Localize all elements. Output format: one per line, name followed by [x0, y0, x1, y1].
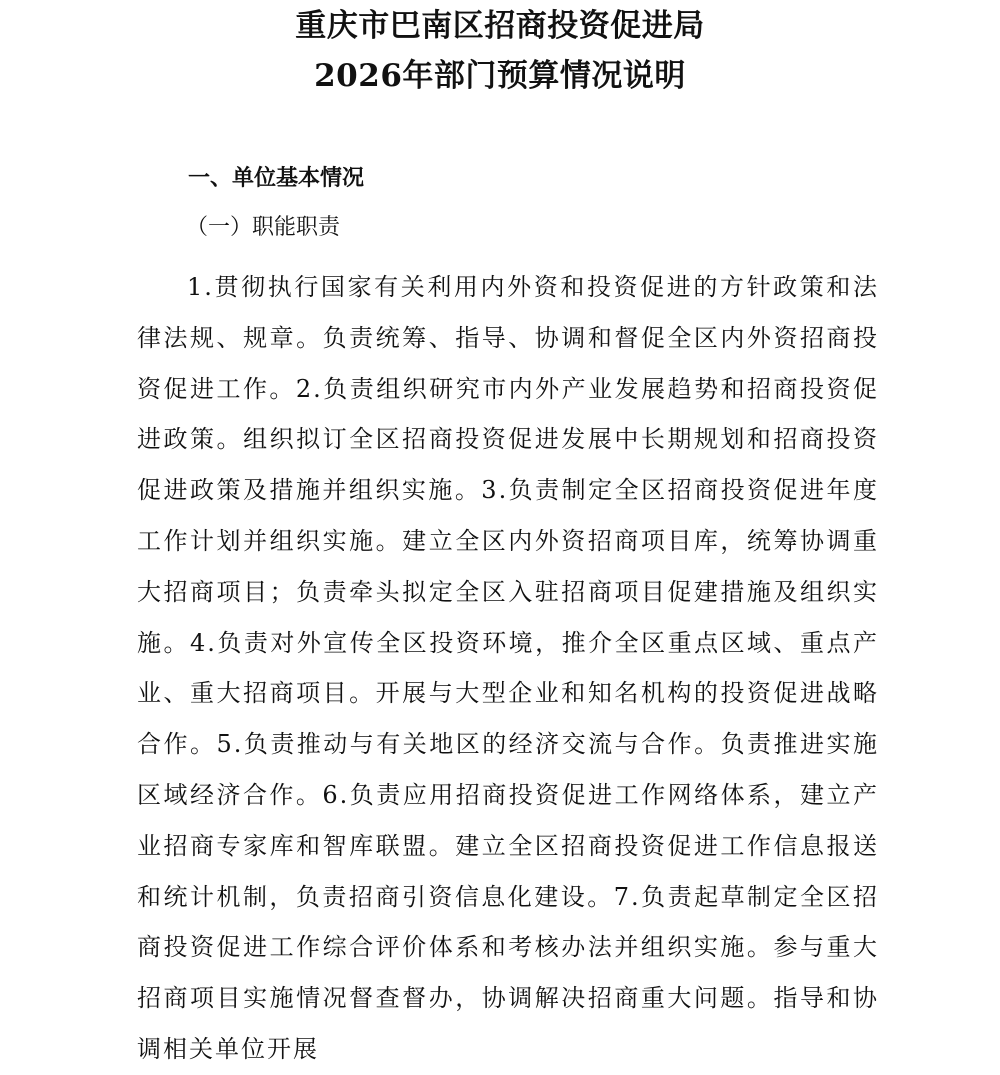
section-heading-basic-info: 一、单位基本情况 [188, 166, 365, 191]
duties-paragraph: 1.贯彻执行国家有关利用内外资和投资促进的方针政策和法律法规、规章。负责统筹、指导、协调和督促全区内外资招商投资促进工作。2.负责组织研究市内外产业发展趋势和招商投资促进政策。组织拟订全区招商投资促进发展中长期规划和招商投资促进政策及措施并组织实施。3.负责制定全区招商投资促进年度工作计划并组织实施。建立全区内外资招商项目库，统筹协调重大招商项目；负责牵头拟定全区入驻招商项目促建措施及组织实施。4.负责对外宣传全区投资环境，推介全区重点区域、重点产业、重大招商项目。开展与大型企业和知名机构的投资促进战略合作。5.负责推动与有关地区的经济交流与合作。负责推进实施区域经济合作。6.负责应用招商投资促进工作网络体系，建立产业招商专家库和智库联盟。建立全区招商投资促进工作信息报送和统计机制，负责招商引资信息化建设。7.负责起草制定全区招商投资促进工作综合评价体系和考核办法并组织实施。参与重大招商项目实施情况督查督办，协调解决招商重大问题。指导和协调相关单位开展 [137, 273, 879, 1063]
document-subtitle: 2026年部门预算情况说明 [314, 58, 686, 94]
subsection-heading-duties: （一）职能职责 [186, 215, 341, 240]
document-title: 重庆市巴南区招商投资促进局 [295, 8, 705, 44]
